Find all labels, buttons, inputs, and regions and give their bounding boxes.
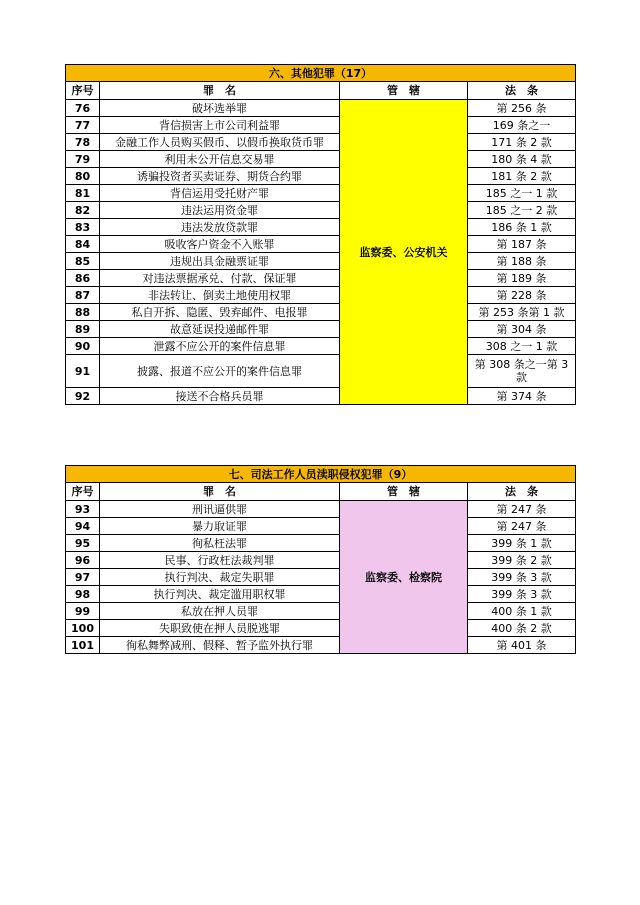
table-row bbox=[66, 501, 576, 518]
table-row bbox=[66, 569, 576, 586]
crime-name: 接送不合格兵员罪 bbox=[100, 388, 340, 405]
table-row bbox=[66, 586, 576, 603]
crime-name: 背信损害上市公司利益罪 bbox=[100, 117, 340, 134]
crime-name: 利用未公开信息交易罪 bbox=[100, 151, 340, 168]
header-law-article: 法 条 bbox=[468, 483, 576, 501]
header-row bbox=[66, 483, 576, 501]
header-number: 序号 bbox=[66, 483, 100, 501]
crime-name: 徇私舞弊减刑、假释、暂予监外执行罪 bbox=[100, 637, 340, 654]
row-number: 100 bbox=[66, 620, 100, 637]
law-article: 400 条 1 款 bbox=[468, 603, 576, 620]
crime-name: 对违法票据承兑、付款、保证罪 bbox=[100, 270, 340, 287]
law-article: 400 条 2 款 bbox=[468, 620, 576, 637]
crime-name: 违法运用资金罪 bbox=[100, 202, 340, 219]
law-article: 第 401 条 bbox=[468, 637, 576, 654]
table-row bbox=[66, 355, 576, 388]
row-number: 85 bbox=[66, 253, 100, 270]
table-row bbox=[66, 518, 576, 535]
row-number: 82 bbox=[66, 202, 100, 219]
row-number: 95 bbox=[66, 535, 100, 552]
crime-name: 私自开拆、隐匿、毁弃邮件、电报罪 bbox=[100, 304, 340, 321]
law-article: 第 247 条 bbox=[468, 501, 576, 518]
law-article: 第 189 条 bbox=[468, 270, 576, 287]
law-article: 399 条 1 款 bbox=[468, 535, 576, 552]
crime-name: 执行判决、裁定滥用职权罪 bbox=[100, 586, 340, 603]
section-title-row bbox=[66, 466, 576, 483]
row-number: 97 bbox=[66, 569, 100, 586]
crime-name: 私放在押人员罪 bbox=[100, 603, 340, 620]
table-row bbox=[66, 219, 576, 236]
table-row bbox=[66, 151, 576, 168]
table-row bbox=[66, 388, 576, 405]
table-row bbox=[66, 287, 576, 304]
table-row bbox=[66, 338, 576, 355]
row-number: 87 bbox=[66, 287, 100, 304]
law-article: 180 条 4 款 bbox=[468, 151, 576, 168]
header-jurisdiction: 管 辖 bbox=[340, 82, 468, 100]
header-law-article: 法 条 bbox=[468, 82, 576, 100]
law-article: 169 条之一 bbox=[468, 117, 576, 134]
crime-name: 诱骗投资者买卖证券、期货合约罪 bbox=[100, 168, 340, 185]
table-row bbox=[66, 134, 576, 151]
row-number: 93 bbox=[66, 501, 100, 518]
table-row bbox=[66, 202, 576, 219]
table-row bbox=[66, 304, 576, 321]
crime-name: 失职致使在押人员脱逃罪 bbox=[100, 620, 340, 637]
row-number: 91 bbox=[66, 355, 100, 388]
law-article: 第 188 条 bbox=[468, 253, 576, 270]
section-table-judicial-crimes bbox=[65, 465, 576, 654]
table-row bbox=[66, 270, 576, 287]
header-number: 序号 bbox=[66, 82, 100, 100]
law-article: 185 之一 2 款 bbox=[468, 202, 576, 219]
law-article: 第 247 条 bbox=[468, 518, 576, 535]
law-article: 185 之一 1 款 bbox=[468, 185, 576, 202]
law-article: 308 之一 1 款 bbox=[468, 338, 576, 355]
row-number: 77 bbox=[66, 117, 100, 134]
row-number: 78 bbox=[66, 134, 100, 151]
jurisdiction-cell: 监察委、公安机关 bbox=[340, 100, 468, 405]
crime-name: 徇私枉法罪 bbox=[100, 535, 340, 552]
crime-name: 违法发放贷款罪 bbox=[100, 219, 340, 236]
row-number: 88 bbox=[66, 304, 100, 321]
section-title-row bbox=[66, 65, 576, 82]
law-article: 171 条 2 款 bbox=[468, 134, 576, 151]
row-number: 83 bbox=[66, 219, 100, 236]
row-number: 98 bbox=[66, 586, 100, 603]
row-number: 89 bbox=[66, 321, 100, 338]
table-row bbox=[66, 321, 576, 338]
law-article: 第 304 条 bbox=[468, 321, 576, 338]
table-row bbox=[66, 168, 576, 185]
jurisdiction-cell: 监察委、检察院 bbox=[340, 501, 468, 654]
header-jurisdiction: 管 辖 bbox=[340, 483, 468, 501]
table-row bbox=[66, 100, 576, 117]
table-row bbox=[66, 637, 576, 654]
table-row bbox=[66, 185, 576, 202]
law-article: 第 256 条 bbox=[468, 100, 576, 117]
row-number: 76 bbox=[66, 100, 100, 117]
row-number: 101 bbox=[66, 637, 100, 654]
header-crime-name: 罪 名 bbox=[100, 483, 340, 501]
crime-name: 违规出具金融票证罪 bbox=[100, 253, 340, 270]
crime-name: 刑讯逼供罪 bbox=[100, 501, 340, 518]
row-number: 94 bbox=[66, 518, 100, 535]
header-crime-name: 罪 名 bbox=[100, 82, 340, 100]
row-number: 86 bbox=[66, 270, 100, 287]
law-article: 186 条 1 款 bbox=[468, 219, 576, 236]
crime-name: 吸收客户资金不入账罪 bbox=[100, 236, 340, 253]
table-row bbox=[66, 236, 576, 253]
section-title: 七、司法工作人员渎职侵权犯罪（9） bbox=[66, 466, 576, 483]
crime-name: 披露、报道不应公开的案件信息罪 bbox=[100, 355, 340, 388]
table-row bbox=[66, 552, 576, 569]
law-article: 第 228 条 bbox=[468, 287, 576, 304]
crime-name: 破坏选举罪 bbox=[100, 100, 340, 117]
crime-name: 非法转让、倒卖土地使用权罪 bbox=[100, 287, 340, 304]
crime-name: 执行判决、裁定失职罪 bbox=[100, 569, 340, 586]
law-article: 第 308 条之一第 3 款 bbox=[468, 355, 576, 388]
crime-name: 民事、行政枉法裁判罪 bbox=[100, 552, 340, 569]
table-row bbox=[66, 117, 576, 134]
row-number: 92 bbox=[66, 388, 100, 405]
law-article: 第 187 条 bbox=[468, 236, 576, 253]
crime-name: 泄露不应公开的案件信息罪 bbox=[100, 338, 340, 355]
table-row bbox=[66, 535, 576, 552]
row-number: 90 bbox=[66, 338, 100, 355]
row-number: 84 bbox=[66, 236, 100, 253]
row-number: 99 bbox=[66, 603, 100, 620]
crime-name: 金融工作人员购买假币、以假币换取货币罪 bbox=[100, 134, 340, 151]
crime-name: 背信运用受托财产罪 bbox=[100, 185, 340, 202]
table-row bbox=[66, 603, 576, 620]
table-row bbox=[66, 253, 576, 270]
header-row bbox=[66, 82, 576, 100]
law-article: 399 条 3 款 bbox=[468, 569, 576, 586]
row-number: 79 bbox=[66, 151, 100, 168]
law-article: 399 条 2 款 bbox=[468, 552, 576, 569]
row-number: 81 bbox=[66, 185, 100, 202]
table-row bbox=[66, 620, 576, 637]
section-title: 六、其他犯罪（17） bbox=[66, 65, 576, 82]
crime-name: 故意延误投递邮件罪 bbox=[100, 321, 340, 338]
law-article: 181 条 2 款 bbox=[468, 168, 576, 185]
law-article: 第 253 条第 1 款 bbox=[468, 304, 576, 321]
law-article: 第 374 条 bbox=[468, 388, 576, 405]
row-number: 96 bbox=[66, 552, 100, 569]
row-number: 80 bbox=[66, 168, 100, 185]
law-article: 399 条 3 款 bbox=[468, 586, 576, 603]
crime-name: 暴力取证罪 bbox=[100, 518, 340, 535]
section-table-other-crimes bbox=[65, 64, 576, 405]
